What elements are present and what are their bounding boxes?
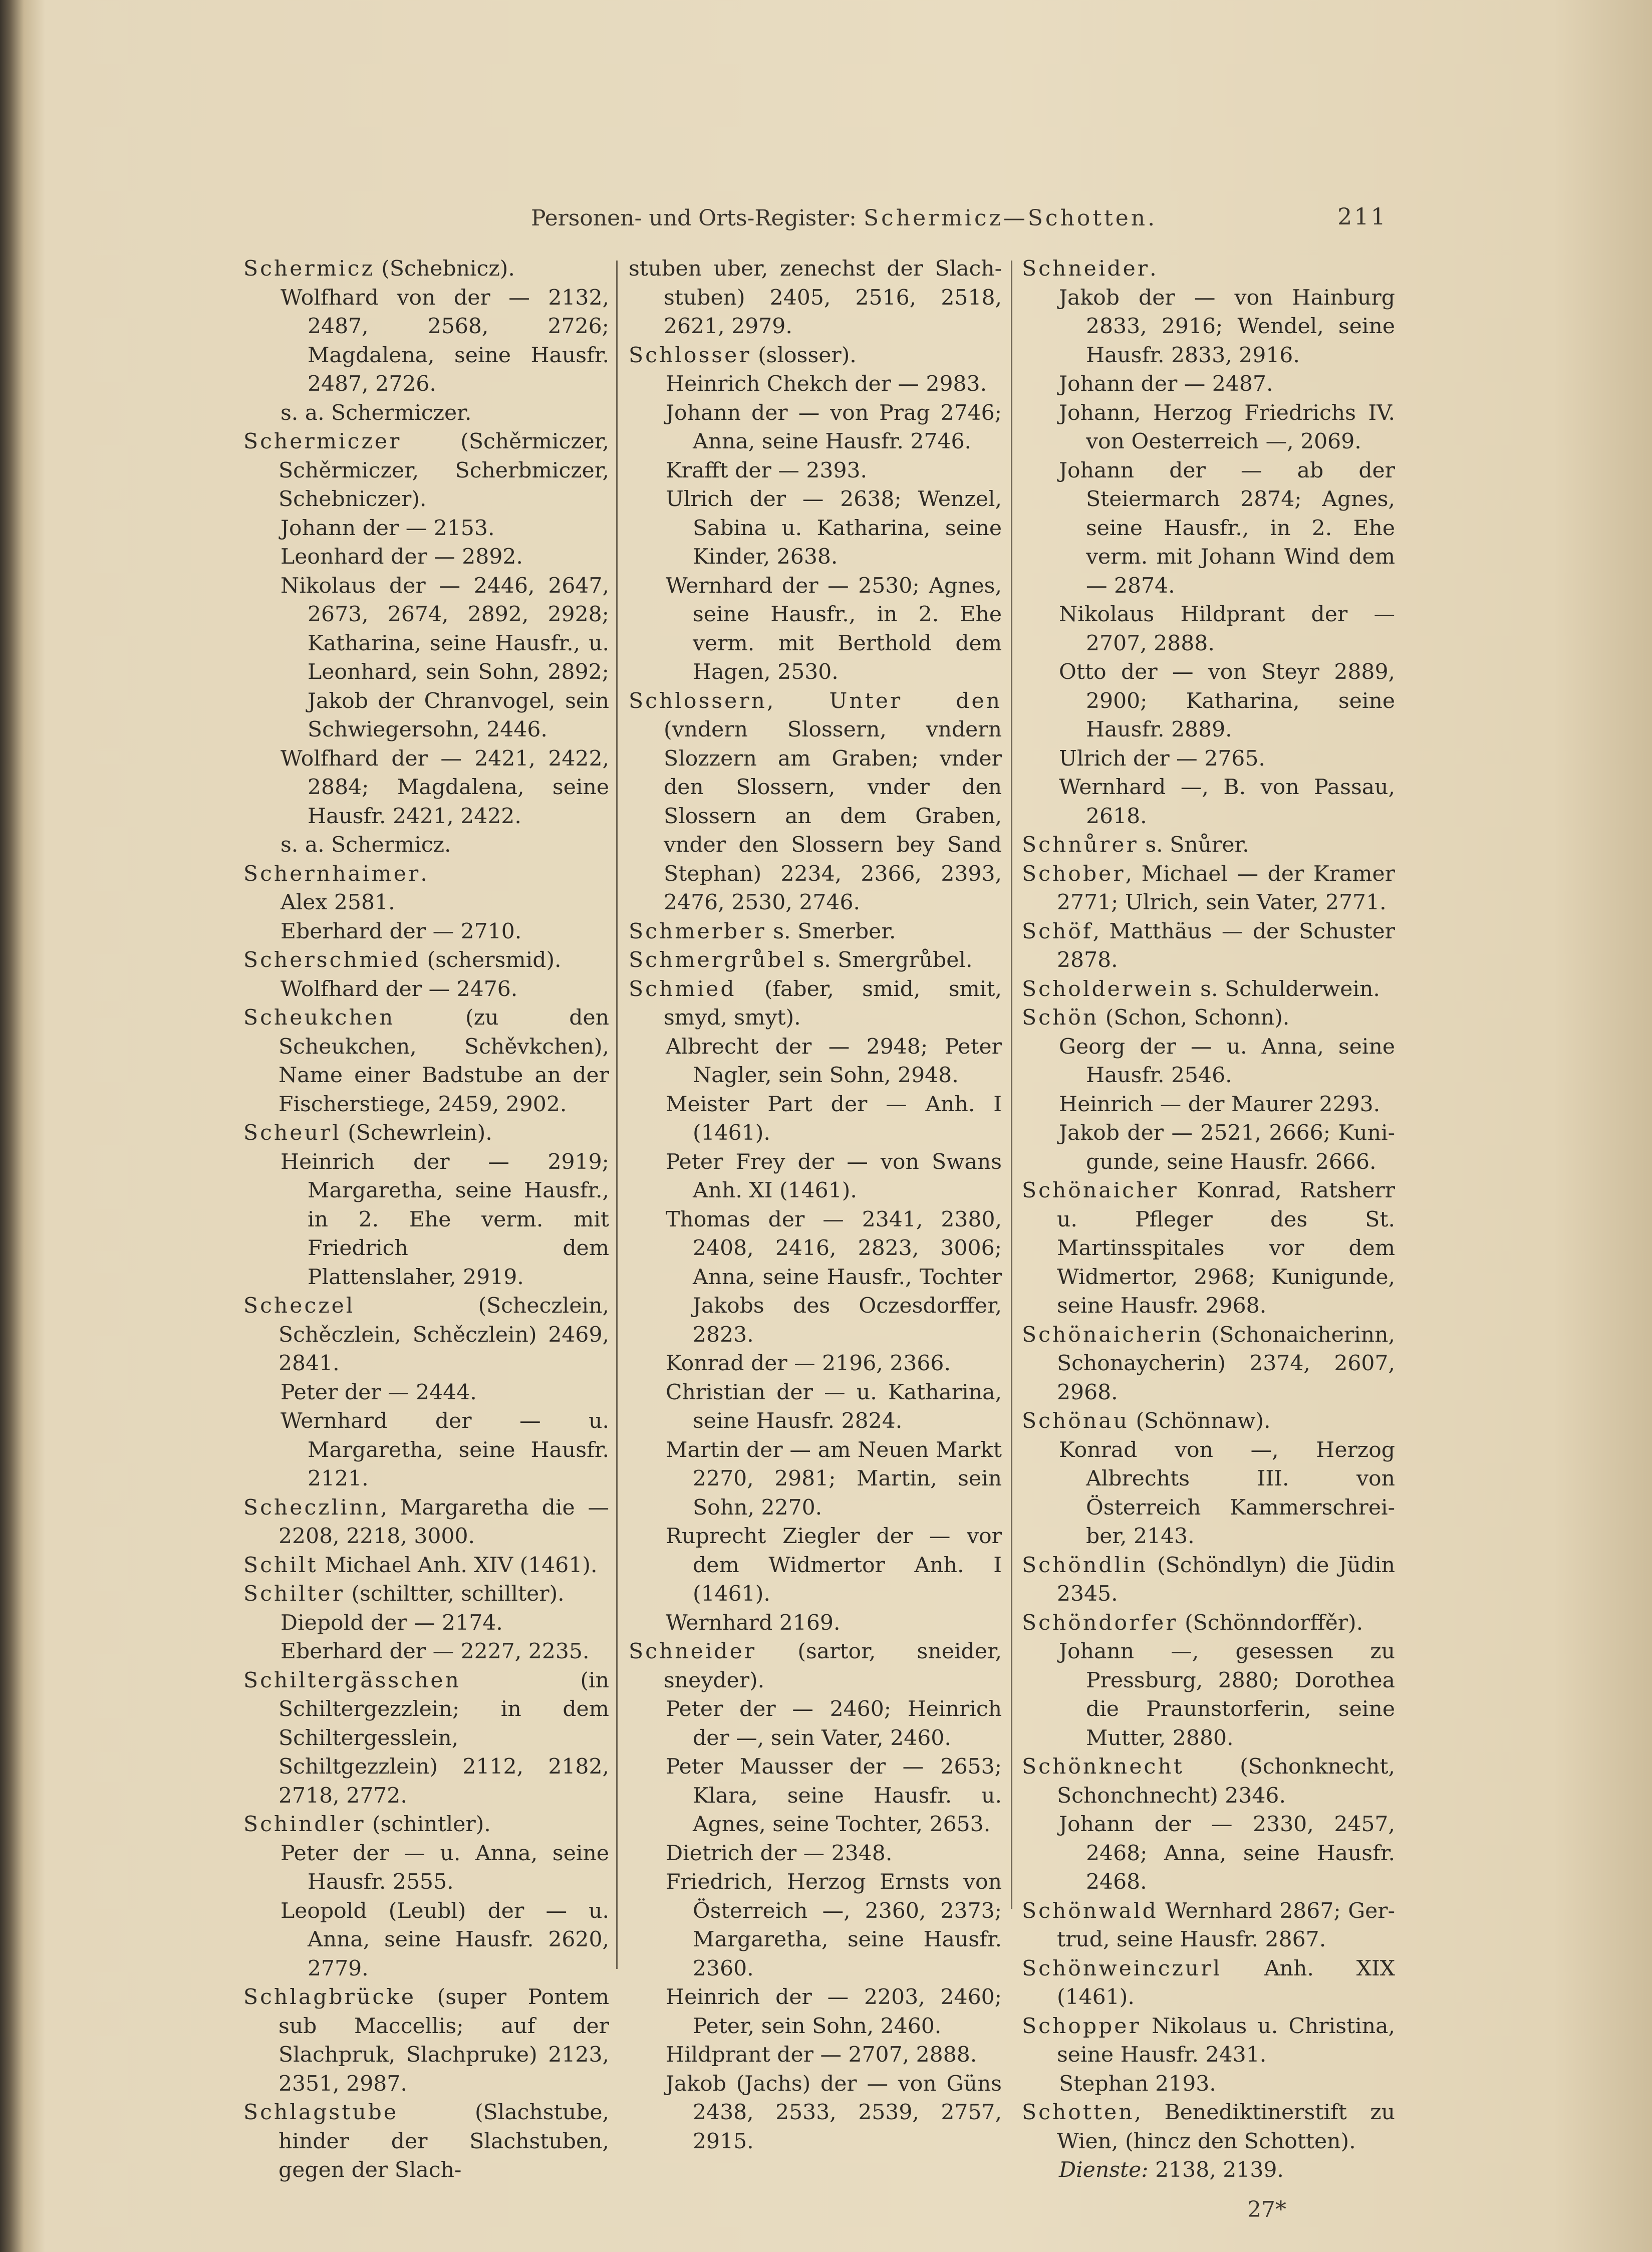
register-entry <box>1022 1753 1395 1810</box>
entry-text: . <box>1150 257 1157 281</box>
register-subentry <box>243 284 609 399</box>
entry-text: (vndern Slossern, vndern Slozzern am Graben; vnder den Slossern, vnder den Slossern an dem Graben, vnder den Slossern bey Sand Stephan) 2234, 2366, 2393, 2476, 2530, 2746. <box>664 717 1002 915</box>
entry-text: s. Smergrůbel. <box>806 948 973 972</box>
register-entry <box>1022 860 1395 917</box>
entry-text: , Benediktinerstift zu Wien, (hincz den Schotten). <box>1057 2100 1395 2154</box>
entry-text: Peter der — 2444. <box>281 1380 477 1405</box>
entry-text: Johann —, gesessen zu Pressburg, 2880; Dorothea die Praunstorferin, seine Mutter, 2880. <box>1059 1639 1395 1750</box>
register-subentry <box>1022 773 1395 831</box>
headword: Scholderwein <box>1022 976 1194 1002</box>
entry-text: Alex 2581. <box>281 890 395 915</box>
entry-text: Wernhard 2867; Gertrud, seine Hausfr. 2867. <box>1057 1898 1395 1952</box>
entry-text: Nikolaus u. Christina, seine Hausfr. 2431. <box>1057 2014 1395 2067</box>
headword: Schlosser <box>629 343 751 368</box>
headword: Schöf <box>1022 919 1093 944</box>
entry-text: Krafft der — 2393. <box>666 458 868 483</box>
entry-text: (schersmid). <box>420 948 562 972</box>
register-subentry <box>629 572 1002 687</box>
register-entry <box>243 1983 609 2098</box>
register-entry <box>1022 1004 1395 1033</box>
register-entry <box>243 427 609 514</box>
headword: Schlagbrücke <box>243 1985 416 2010</box>
register-entry <box>629 341 1002 370</box>
entry-text: (Schönnaw). <box>1129 1409 1271 1433</box>
headword: Scherschmied <box>243 948 420 972</box>
entry-text: Johann der — 2487. <box>1059 372 1273 396</box>
register-subentry <box>243 975 609 1004</box>
entry-text: Leonhard der — 2892. <box>281 545 523 569</box>
entry-text: (Schöndlyn) die Jüdin 2345. <box>1057 1553 1395 1606</box>
entry-text: Otto der — von Steyr 2889, 2900; Katharina, seine Hausfr. 2889. <box>1059 660 1395 742</box>
entry-text: Wolfhard der — 2476. <box>281 976 518 1002</box>
entry-text: Christian der — u. Katharina, seine Hausfr. 2824. <box>666 1380 1002 1433</box>
register-subentry <box>1022 1637 1395 1753</box>
headword: Schnůrer <box>1022 833 1139 857</box>
column-rule-1 <box>616 261 618 1969</box>
entry-text: (Schěrmiczer, Schěrmiczer, Scherbmiczer, Schebniczer). <box>279 429 609 512</box>
register-subentry <box>243 1148 609 1292</box>
register-subentry <box>1022 399 1395 456</box>
entry-text: s. a. Schermiczer. <box>281 400 472 425</box>
register-entry <box>1022 255 1395 284</box>
entry-text: 2138, 2139. <box>1148 2158 1284 2182</box>
entry-text: Eberhard der — 2227, 2235. <box>281 1639 590 1664</box>
headword: Schermiczer <box>243 429 402 454</box>
register-subentry <box>629 1522 1002 1609</box>
entry-text: (Schewrlein). <box>341 1121 492 1145</box>
register-entry <box>243 1004 609 1119</box>
entry-text: Wolfhard der — 2421, 2422, 2884; Magdalena, seine Hausfr. 2421, 2422. <box>281 746 609 829</box>
register-subentry <box>243 572 609 744</box>
register-subentry <box>629 1753 1002 1839</box>
entry-text: (Schon, Schonn). <box>1098 1006 1290 1030</box>
register-subentry <box>629 1436 1002 1523</box>
headword: Schönaicherin <box>1022 1322 1203 1347</box>
entry-text: Heinrich — der Maurer 2293. <box>1059 1092 1381 1117</box>
headword: Schmerber <box>629 919 766 944</box>
headword: Scheurl <box>243 1121 341 1145</box>
register-column-2 <box>629 255 1002 2156</box>
register-subentry <box>1022 1810 1395 1897</box>
entry-text: (Schonknecht, Schonchnecht) 2346. <box>1057 1755 1395 1808</box>
italic-label: Dienste: <box>1059 2158 1149 2182</box>
entry-text: Hildprant der — 2707, 2888. <box>666 2043 977 2067</box>
headword: Schönwald <box>1022 1898 1158 1923</box>
headword: Schneider <box>1022 257 1150 281</box>
entry-text: (Schonaicherinn, Schonaycherin) 2374, 2607, 2968. <box>1057 1322 1395 1405</box>
headword: Schöndorfer <box>1022 1610 1178 1635</box>
register-subentry <box>629 1090 1002 1148</box>
entry-text: Dietrich der — 2348. <box>666 1841 893 1866</box>
register-subentry <box>629 1983 1002 2041</box>
entry-text: Nikolaus Hildprant der — 2707, 2888. <box>1059 602 1395 656</box>
register-subentry <box>629 2070 1002 2156</box>
register-entry <box>629 975 1002 1033</box>
column-rule-2 <box>1011 261 1012 1909</box>
register-subentry <box>1022 456 1395 601</box>
entry-text: Ulrich der — 2638; Wenzel, Sabina u. Katharina, seine Kinder, 2638. <box>666 487 1002 569</box>
register-entry <box>1022 975 1395 1004</box>
entry-text: stuben uber, zenechst der Slachstuben) 2405, 2516, 2518, 2621, 2979. <box>629 257 1002 339</box>
entry-text: Wernhard —, B. von Passau, 2618. <box>1059 775 1395 829</box>
register-subentry <box>629 1609 1002 1638</box>
register-entry <box>629 946 1002 975</box>
register-entry <box>629 917 1002 946</box>
register-subentry <box>629 456 1002 485</box>
entry-text: Heinrich Chekch der — 2983. <box>666 372 987 396</box>
register-entry <box>243 255 609 284</box>
entry-text: Nikolaus der — 2446, 2647, 2673, 2674, 2892, 2928; Katharina, seine Hausfr., u. Leonhard, sein Sohn, 2892; Jakob der Chranvogel, sein Schwiegersohn, 2446. <box>281 573 609 742</box>
register-subentry <box>629 1839 1002 1868</box>
register-subentry <box>629 1695 1002 1753</box>
entry-text: , Matthäus — der Schuster 2878. <box>1057 919 1395 972</box>
register-entry <box>629 255 1002 341</box>
register-subentry <box>1022 2156 1395 2185</box>
register-subentry <box>243 1637 609 1666</box>
entry-text: , Michael — der Kramer 2771; Ulrich, sein Vater, 2771. <box>1057 861 1395 915</box>
entry-text: Ulrich der — 2765. <box>1059 746 1265 771</box>
headword: Schönweinczurl <box>1022 1956 1222 1981</box>
entry-text: Wolfhard von der — 2132, 2487, 2568, 2726; Magdalena, seine Hausfr. 2487, 2726. <box>281 285 609 396</box>
signature-mark: 27* <box>1247 2197 1286 2222</box>
entry-text: Meister Part der — Anh. I (1461). <box>666 1092 1002 1145</box>
register-entry <box>243 1493 609 1551</box>
register-subentry <box>629 1868 1002 1983</box>
entry-text: Konrad der — 2196, 2366. <box>666 1351 951 1376</box>
register-subentry <box>243 1407 609 1493</box>
entry-text: Heinrich der — 2203, 2460; Peter, sein Sohn, 2460. <box>666 1985 1002 2039</box>
entry-text: Leopold (Leubl) der — u. Anna, seine Hausfr. 2620, 2779. <box>281 1898 609 1981</box>
entry-text: (zu den Scheukchen, Schěvkchen), Name einer Badstube an der Fischerstiege, 2459, 2902. <box>279 1006 609 1117</box>
register-subentry <box>243 744 609 831</box>
register-subentry <box>243 1609 609 1638</box>
register-entry <box>243 860 609 889</box>
register-entry <box>1022 1609 1395 1638</box>
register-entry <box>1022 2098 1395 2156</box>
register-entry <box>243 2098 609 2185</box>
headword: Schönknecht <box>1022 1755 1184 1779</box>
headword: Schernhaimer <box>243 861 421 886</box>
entry-text: Thomas der — 2341, 2380, 2408, 2416, 2823, 3006; Anna, seine Hausfr., Tochter Jakobs des Oczesdorffer, 2823. <box>666 1207 1002 1347</box>
headword: Schönau <box>1022 1409 1129 1433</box>
entry-text: (Schönndorffěr). <box>1178 1610 1363 1635</box>
headword: Schlossern, Unter den <box>629 688 1002 713</box>
register-subentry <box>243 1897 609 1983</box>
entry-text: s. a. Schermicz. <box>281 833 451 857</box>
register-entry <box>243 946 609 975</box>
page-number: 211 <box>1337 203 1388 230</box>
entry-text: Stephan 2193. <box>1059 2071 1216 2096</box>
entry-text: (schiltter, schillter). <box>345 1582 565 1606</box>
headword: Schotten <box>1022 2100 1135 2125</box>
register-subentry <box>1022 370 1395 399</box>
entry-text: Konrad, Ratsherr u. Pfleger des St. Martinsspitales vor dem Widmertor, 2968; Kunigunde, seine Hausfr. 2968. <box>1057 1178 1395 1318</box>
entry-text: (Scheczlein, Schěczlein, Schěczlein) 2469, 2841. <box>279 1294 609 1376</box>
entry-text: Wernhard der — u. Margaretha, seine Hausfr. 2121. <box>281 1409 609 1491</box>
register-subentry <box>1022 2070 1395 2099</box>
register-subentry <box>629 1378 1002 1436</box>
register-subentry <box>1022 1436 1395 1551</box>
register-subentry <box>629 399 1002 456</box>
entry-text: (super Pontem sub Maccellis; auf der Slachpruk, Slachpruke) 2123, 2351, 2987. <box>279 1985 609 2096</box>
register-column-1 <box>243 255 609 2185</box>
register-subentry <box>629 370 1002 399</box>
entry-text: Diepold der — 2174. <box>281 1610 503 1635</box>
register-subentry <box>1022 1033 1395 1090</box>
entry-text: Johann der — 2153. <box>281 516 495 541</box>
entry-text: Anh. XIX (1461). <box>1057 1956 1395 2010</box>
headword: Schiltergässchen <box>243 1668 461 1693</box>
headword: Schober <box>1022 861 1126 886</box>
header-title: Personen- und Orts-Register: <box>531 205 857 231</box>
register-column-3 <box>1022 255 1395 2185</box>
register-subentry <box>629 2041 1002 2070</box>
headword: Schönaicher <box>1022 1178 1179 1203</box>
entry-text: (in Schiltergezzlein; in dem Schiltergesslein, Schiltgezzlein) 2112, 2182, 2718, 2772. <box>279 1668 609 1808</box>
entry-text: Eberhard der — 2710. <box>281 919 522 944</box>
entry-text: (Slachstube, hinder der Slachstuben, gegen der Slach- <box>279 2100 609 2182</box>
entry-text: (schintler). <box>365 1812 491 1837</box>
register-subentry <box>629 1033 1002 1090</box>
headword: Scheczlinn <box>243 1495 381 1520</box>
register-entry <box>1022 831 1395 860</box>
register-subentry <box>1022 658 1395 744</box>
entry-text: Heinrich der — 2919; Margaretha, seine Hausfr., in 2. Ehe verm. mit Friedrich dem Plattenslaher, 2919. <box>281 1149 609 1290</box>
headword: Schilter <box>243 1582 345 1606</box>
register-subentry <box>1022 600 1395 658</box>
register-subentry <box>629 1349 1002 1378</box>
entry-text: (slosser). <box>751 343 857 368</box>
entry-text: s. Schulderwein. <box>1193 976 1380 1002</box>
headword: Scheukchen <box>243 1006 395 1030</box>
register-entry <box>243 1580 609 1609</box>
entry-text: Peter Frey der — von Swans Anh. XI (1461). <box>666 1149 1002 1203</box>
register-entry <box>1022 1954 1395 2012</box>
entry-text: (Schebnicz). <box>374 257 515 281</box>
header-range: Schermicz—Schotten. <box>863 205 1158 231</box>
register-entry <box>1022 1897 1395 1954</box>
register-subentry <box>243 543 609 572</box>
headword: Scheczel <box>243 1294 355 1318</box>
register-entry <box>629 1637 1002 1695</box>
entry-text: Peter Mausser der — 2653; Klara, seine Hausfr. u. Agnes, seine Tochter, 2653. <box>666 1755 1002 1837</box>
register-subentry <box>243 514 609 543</box>
headword: Schindler <box>243 1812 366 1837</box>
headword: Schermicz <box>243 257 375 281</box>
register-entry <box>243 1551 609 1580</box>
entry-text: Jakob der — von Hainburg 2833, 2916; Wendel, seine Hausfr. 2833, 2916. <box>1059 285 1395 368</box>
register-entry <box>1022 2012 1395 2070</box>
headword: Schmied <box>629 976 736 1002</box>
register-entry <box>243 1119 609 1148</box>
register-subentry <box>629 1205 1002 1350</box>
headword: Schön <box>1022 1006 1099 1030</box>
entry-text: Johann, Herzog Friedrichs IV. von Oesterreich —, 2069. <box>1059 400 1395 454</box>
register-subentry <box>243 1378 609 1407</box>
entry-text: Jakob der — 2521, 2666; Kunigunde, seine Hausfr. 2666. <box>1059 1121 1395 1174</box>
headword: Schmergrůbel <box>629 948 806 972</box>
register-subentry <box>243 888 609 917</box>
entry-text: Johann der — ab der Steiermarch 2874; Agnes, seine Hausfr., in 2. Ehe verm. mit Johann Wind dem — 2874. <box>1059 458 1395 598</box>
entry-text: s. Smerber. <box>766 919 896 944</box>
entry-text: , Margaretha die — 2208, 2218, 3000. <box>279 1495 609 1549</box>
entry-text: Ruprecht Ziegler der — vor dem Widmertor Anh. I (1461). <box>666 1524 1002 1606</box>
register-entry <box>629 687 1002 917</box>
register-entry <box>1022 1176 1395 1321</box>
entry-text: Wernhard 2169. <box>666 1610 841 1635</box>
entry-text: Jakob (Jachs) der — von Güns 2438, 2533, 2539, 2757, 2915. <box>666 2071 1002 2154</box>
register-entry <box>1022 1321 1395 1407</box>
register-entry <box>243 1666 609 1811</box>
entry-text: Michael Anh. XIV (1461). <box>318 1553 598 1578</box>
register-entry <box>1022 917 1395 975</box>
headword: Schopper <box>1022 2014 1141 2039</box>
entry-text: Peter der — 2460; Heinrich der —, sein Vater, 2460. <box>666 1697 1002 1750</box>
register-subentry <box>1022 1090 1395 1119</box>
register-subentry <box>629 1148 1002 1205</box>
register-entry <box>1022 1551 1395 1609</box>
register-subentry <box>1022 284 1395 370</box>
register-entry <box>1022 1407 1395 1436</box>
headword: Schneider <box>629 1639 757 1664</box>
entry-text: Johann der — 2330, 2457, 2468; Anna, seine Hausfr. 2468. <box>1059 1812 1395 1894</box>
entry-text: Albrecht der — 2948; Peter Nagler, sein Sohn, 2948. <box>666 1034 1002 1088</box>
register-subentry <box>243 1839 609 1897</box>
entry-text: . <box>420 861 427 886</box>
entry-text: (sartor, sneider, sneyder). <box>664 1639 1002 1693</box>
headword: Schöndlin <box>1022 1553 1148 1578</box>
entry-text: Peter der — u. Anna, seine Hausfr. 2555. <box>281 1841 609 1894</box>
register-subentry <box>243 831 609 860</box>
register-subentry <box>243 917 609 946</box>
entry-text: Wernhard der — 2530; Agnes, seine Hausfr., in 2. Ehe verm. mit Berthold dem Hagen, 2530. <box>666 573 1002 684</box>
register-entry <box>243 1810 609 1839</box>
headword: Schilt <box>243 1553 318 1578</box>
entry-text: Friedrich, Herzog Ernsts von Österreich —, 2360, 2373; Margaretha, seine Hausfr. 2360. <box>666 1870 1002 1981</box>
register-subentry <box>1022 1119 1395 1176</box>
entry-text: s. Snůrer. <box>1138 833 1249 857</box>
entry-text: Martin der — am Neuen Markt 2270, 2981; Martin, sein Sohn, 2270. <box>666 1437 1002 1520</box>
entry-text: (faber, smid, smit, smyd, smyt). <box>664 976 1002 1030</box>
headword: Schlagstube <box>243 2100 399 2125</box>
entry-text: Konrad von —, Herzog Albrechts III. von Österreich Kammerschreiber, 2143. <box>1059 1437 1395 1549</box>
register-entry <box>243 1292 609 1378</box>
entry-text: Johann der — von Prag 2746; Anna, seine Hausfr. 2746. <box>666 400 1002 454</box>
register-subentry <box>1022 744 1395 774</box>
register-subentry <box>629 485 1002 572</box>
entry-text: Georg der — u. Anna, seine Hausfr. 2546. <box>1059 1034 1395 1088</box>
register-subentry <box>243 399 609 428</box>
